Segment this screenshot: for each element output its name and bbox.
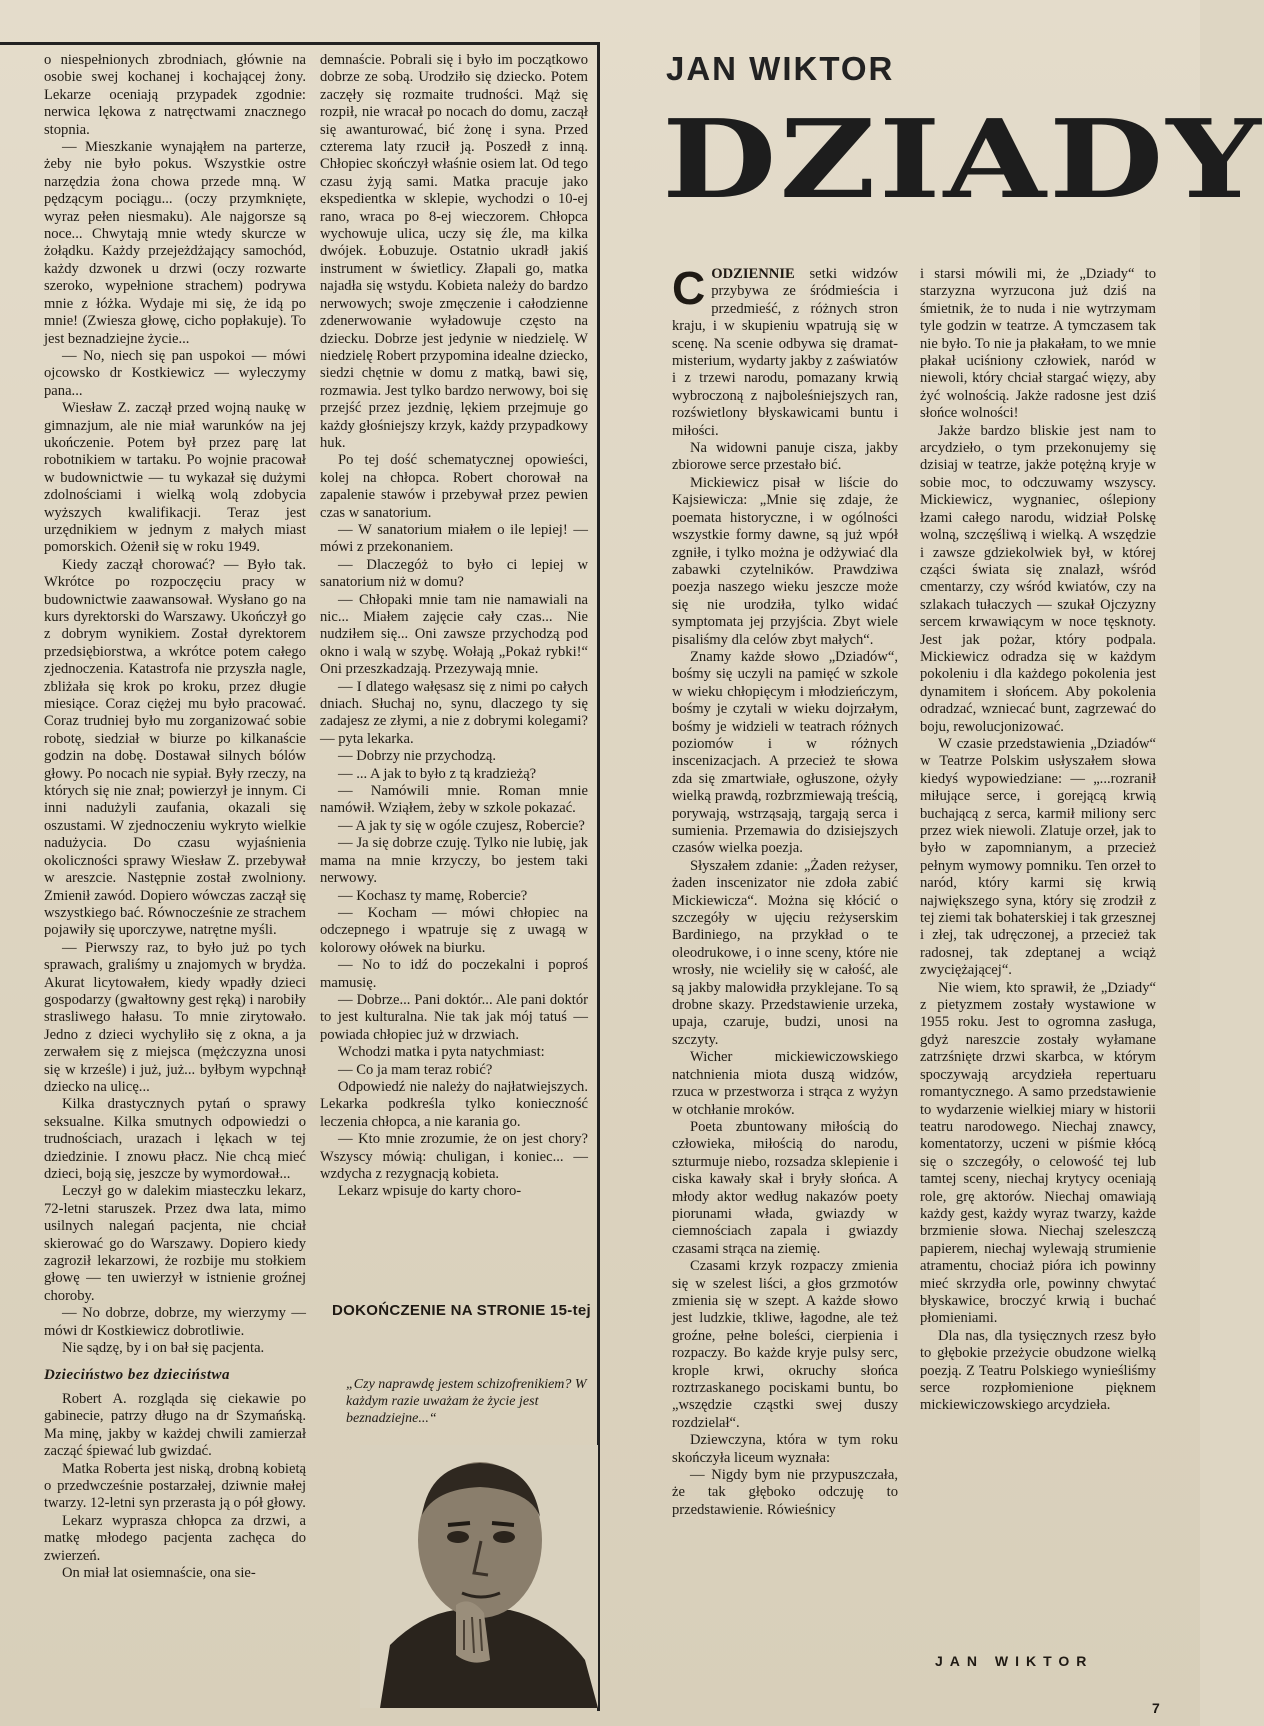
page-number: 7 [1152,1700,1160,1716]
column-2 [320,52,588,1201]
paragraph: — Nigdy bym nie przypuszczała, że tak głęboko odczuję to przedstawienie. Rówieśnicy [672,1467,898,1518]
paragraph: Wiesław Z. zaczął przed wojną naukę w gimnazjum, ale nie miał warunków na jej ukończenie. Potem był przez parę lat robotnikiem w tartaku. Po wojnie pracował w budownictwie — tu wykazał się dużymi zdolnościami i wielką wolą zdobycia wyższych kwalifikacji. Teraz jest urzędnikiem w jednym z małych miast pomorskich. Ożenił się w roku 1949. [44,400,306,556]
paragraph: — Co ja mam teraz robić? [338,1061,493,1078]
paragraph: Wchodzi matka i pyta natychmiast: [338,1044,545,1061]
lead-paragraph [672,262,898,440]
paragraph: — Kocham — mówi chłopiec na odczepnego i wpatruje się z uwagą w kolorowy ołówek na biurku. [320,904,588,956]
continuation-note: DOKOŃCZENIE NA STRONIE 15-tej [332,1302,592,1319]
paragraph: Jakże bardzo bliskie jest nam to arcydzieło, o tym przekonujemy się dzisiaj w teatrze, jakże potężną kryje w sobie moc, to odczuwamy wszyscy. Mickiewicz, wygnaniec, oślepiony łzami całego narodu, widział Polskę wolną, szczęśliwą i wielką. A wszędzie i zawsze gdziekolwiek był, w której cząści świata się znalazł, wśród cmentarzy, czy wśród kwiatów, czy na szlakach tułaczych — szukał Ojczyzny sercem krwawiącym w noce tęsknoty. Jest jak pożar, który podpala. Mickiewicz odradza się w każdym pokoleniu i dla każdego pokolenia jest dynamitem i słońcem. Aby pokolenia odradzać, wzniecać bunt, zagrzewać do boju, rewolucjonizować. [920,422,1156,735]
paragraph: — No to idź do poczekalni i poproś mamusię. [320,957,588,991]
paragraph: Matka Roberta jest niską, drobną kobietą o przedwcześnie postarzałej, dziwnie małej twarzy. 12-letni syn przerasta ją o pół głowy. [44,1460,306,1512]
paragraph: Po tej dość schematycznej opowieści, kolej na chłopca. Robert chorował na zapalenie stawów i przebywał przez pewien czas w sanatorium. [320,452,588,521]
paragraph: Lekarz wyprasza chłopca za drzwi, a matkę młodego pacjenta zachęca do zwierzeń. [44,1512,306,1564]
paragraph: — Dobrzy nie przychodzą. [338,748,497,765]
paragraph: W czasie przedstawienia „Dziadów“ w Teatrze Polskim usłyszałem słowa kiedyś wypowiedziane: — „...rozranił miłujące serce, i gorejącą krwią buchającą z serca, karmił miliony serc przez wiek niewoli. Zlatuje orzeł, jak to było w zapomnianym, a przecież pełnym wymowy pomniku. Ten orzeł to naród, który karmi się krwią największego syna, który się zrodził z tej ziemi tak bohaterskiej i tak grzesznej i złej, tak udręczonej, a przecież tak radosnej, tak zdeptanej a wciąż zwyciężającej“. [920,735,1156,979]
paragraph: i starsi mówili mi, że „Dziady“ to starzyzna wyrzucona już dziś na śmietnik, że to nuda i nie wytrzymam tyle godzin w teatrze. A tymczasem tak nie było. To nie ja płakałam, to we mnie płakał uciśniony człowiek, naród w niewoli, który chciał stargać więzy, aby żyć wolnością. Jakże radosne jest dziś słońce wolności! [920,266,1156,422]
paragraph: — No, niech się pan uspokoi — mówi ojcowsko dr Kostkiewicz — wyleczymy pana... [44,347,306,399]
paragraph: Poeta zbuntowany miłością do człowieka, miłością do narodu, szturmuje niebo, rozsadza sklepienie i ciska kawały skał i bryły słońca. A młody aktor według nakazów poety piorunami włada, gwiazdy w ciemnościach zapala i gwiazdy czasami strąca na ziemię. [672,1118,898,1257]
paragraph: — W sanatorium miałem o ile lepiej! — mówi z przekonaniem. [320,521,588,556]
paragraph: o niespełnionych zbrodniach, głównie na osobie swej kochanej i kochającej żony. Lekarze oceniają przypadek zgodnie: nerwica lękowa z natręctwami znacznego stopnia. [44,52,306,138]
paragraph: Odpowiedź nie należy do najłatwiejszych. Lekarka podkreśla tylko konieczność leczenia chłopca, a nie karania go. [320,1078,588,1130]
column-4 [920,266,1156,1415]
paragraph: Czasami krzyk rozpaczy zmienia się w szelest liści, a głos grzmotów zmienia się w szept. A każde słowo jest ludzkie, tkliwe, łagodne, ale też groźne, pełne boleści, cierpienia i rozpaczy. Bo każde kryje pulsy serc, krople krwi, okruchy słońca roztrzaskanego pociskami buntu, bo „wszędzie cząstki swej duszy rozdzielał“. [672,1258,898,1431]
lead-bold-word: ODZIENNIE [711,266,795,282]
paragraph: — Mieszkanie wynająłem na parterze, żeby nie było pokus. Wszystkie ostre narzędzia żona chowa przede mną. W pędzącym pociągu... (oczy przymknięte, wyraz pełen niesmaku). Ale najgorsze są noce... Chwytają mnie wtedy skurcze w żołądku. Każdy przejeżdżający samochód, każdy dzwonek u drzwi (oczy rozwarte szeroko, wypełnione strachem) podrywa mnie z łóżka. Wydaje mi się, że idą po mnie! (Zwiesza głowę, cicho popłakuje). To jest beznadziejne życie... [44,139,306,347]
column-1 [44,52,306,1582]
author-signature: JAN WIKTOR [935,1653,1094,1669]
paragraph: Lekarz wpisuje do karty choro- [338,1183,522,1200]
paragraph: — No dobrze, dobrze, my wierzymy — mówi dr Kostkiewicz dobrotliwie. [44,1305,306,1339]
paragraph: — Dobrze... Pani doktór... Ale pani doktór to jest kulturalna. Nie tak jak mój tatuś — powiada chłopiec już w drzwiach. [320,991,588,1043]
paragraph: Kiedy zaczął chorować? — Było tak. Wkrótce po rozpoczęciu pracy w budownictwie zaawansował. Wysłano go na kurs dyrektorski do Warszawy. Ukończył go z dobrym wynikiem. Został dyrektorem przedsiębiorstwa, a wkrótce potem całego zjednoczenia. Katastrofa nie przyszła nagle, zbliżała się krok po kroku, przez długie miesiące. Coraz ciężej mu było pracować. Coraz trudniej było mu zorganizować sobie robotę, siedział w biurze po kilkanaście godzin na dobę. Dostawał silnych bólów głowy. Po nocach nie sypiał. Były rzeczy, na których się nie znał; powierzył je innym. Ci inni nadużyli zaufania, okazali się oszustami. W zjednoczeniu wykryto wielkie nadużycia. Do czasu wyjaśnienia okoliczności sprawy Wiesław Z. przebywał w areszcie. Następnie został zwolniony. Zmienił zawód. Dopiero wówczas zaczął się wszystkiego bać. Równocześnie ze strachem pojawiły się uporczywe, natrętne myśli. [44,556,306,939]
paragraph: Mickiewicz pisał w liście do Kajsiewicza: „Mnie się zdaje, że poemata historyczne, i w ogólności wszystkie formy dawne, są już wpół zgniłe, i tylko można je odżywiać dla zabawki czytelników. Prawdziwa poezja naszego wieku jeszcze może się nie urodziła, tylko widać symptomata jej przyjścia. Zbyt wiele pisaliśmy dla celów zbyt małych“. [672,474,898,648]
paragraph: — Chłopaki mnie tam nie namawiali na nic... Miałem zajęcie cały czas... Nie nudziłem się... Oni zawsze przychodzą pod okno i walą w szybę. Wołają „Pokaż rybki!“ Oni przeszkadzają. Przezywają mnie. [320,591,588,678]
author-byline: JAN WIKTOR [666,50,895,87]
article-title: DZIADY [662,96,1264,224]
lead-text: setki widzów przybywa ze śródmieścia i przedmieść, z różnych stron kraju, i w skupieniu wpatrują się w scenę. Na scenie odbywa się dramat-misterium, wydarty jakby z zaświatów i z trzewi narodu, pomazany krwią wybroczoną z najboleśniejszych ran, rozświetlony błyskawicami buntu i miłości. [672,266,898,439]
paragraph: — Kochasz ty mamę, Robercie? [338,887,528,904]
paragraph: Kilka drastycznych pytań o sprawy seksualne. Kilka smutnych odpowiedzi o trudnościach, urazach i lękach w tej dziedzinie. I znowu płacz. Nie chcą mieć dzieci, boją się, jeszcze by wymordował... [44,1096,306,1182]
paragraph: Słyszałem zdanie: „Żaden reżyser, żaden inscenizator nie zdoła zabić Mickiewicza“. Można się kłócić o szczegóły w ujęciu reżyserskim Bardiniego, na przykład o te oleodrukowe, i o inne sceny, które nie wrosły, nie wcieliły się w całość, ale są jakby malowidła przyklejane. To są drobne skazy. Przedstawienie urzeka, upaja, czaruje, budzi, unosi na szczyty. [672,857,898,1048]
portrait-photo [360,1445,598,1708]
paragraph: demnaście. Pobrali się i było im początkowo dobrze ze sobą. Urodziło się dziecko. Potem zaczęły się rozmaite trudności. Mąż się rozpił, nie wracał po nocach do domu, zaczął się awanturować, bić żonę i syna. Przed czterema laty rzucił ją. Poszedł z inną. Chłopiec skończył właśnie osiem lat. Od tego czasu żyją sami. Matka pracuje jako ekspedientka w sklepie, wychodzi o 10-ej rano, wraca po 8-ej wieczorem. Chłopca wychowuje ulica, uczy się źle, ma kilka dwójek. Łobuzuje. Ostatnio ukradł jakiś instrument w świetlicy. Złapali go, matka najadła się wstydu. Kobieta należy do bardzo nerwowych; swoje zmęczenie i całodzienne zdenerwowanie wyładowuje często na dziecku. Dobrze jest jedynie w niedzielę. W niedzielę Robert przypomina idealne dziecko, siedzi chętnie w domu z matką, bawi się, rozmawia. Jest tylko bardzo nerwowy, boi się przejść przez jezdnię, lękiem przejmuje go każdy głośniejszy krzyk, każdy przypadkowy huk. [320,52,588,451]
drop-cap: C [672,262,706,314]
paragraph: — Kto mnie zrozumie, że on jest chory? Wszyscy mówią: chuligan, i koniec... — wzdycha z rezygnacją kobieta. [320,1131,588,1182]
pull-quote: „Czy naprawdę jestem schizofrenikiem? W każdym razie uważam że życie jest beznadziejne...“ [346,1377,587,1426]
paragraph: — Pierwszy raz, to było już po tych sprawach, graliśmy u znajomych w brydża. Akurat licytowałem, kiedy wpadły dzieci gospodarzy (gwałtowny gest ręką) i narobiły strasliwego hałasu. To mnie zirytowało. Jedno z dzieci wychyliło się z okna, a ja zerwałem się z miejsca (mężczyzna unosi się w krześle) i już, już... byłbym wypchnął dziecko na ulicę... [44,939,306,1095]
paragraph: Wicher mickiewiczowskiego natchnienia miota duszą widzów, rzuca w przestworza i strąca z wyżyn w otchłanie mroków. [672,1049,898,1118]
paragraph: — Dlaczegóż to było ci lepiej w sanatorium niż w domu? [320,556,588,591]
paragraph: On miał lat osiemnaście, ona sie- [62,1564,256,1581]
portrait-illustration [360,1445,598,1708]
paragraph: — Ja się dobrze czuję. Tylko nie lubię, jak mama na mnie krzyczy, bo jestem taki nerwowy. [320,835,588,887]
paragraph: Na widowni panuje cisza, jakby zbiorowe serce przestało bić. [672,440,898,474]
paragraph: Znamy każde słowo „Dziadów“, bośmy się uczyli na pamięć w szkole w wieku chłopięcym i młodzieńczym, bośmy je czytali w wieku dojrzałym, bośmy je widzieli w teatrach różnych poziomów i w różnych inscenizacjach. A przecież te słowa zda się zmartwiałe, ogłuszone, ożyły wielką prawdą, rozbrzmiewają treścią, porywają, wstrząsają, targają serca i sumienia. Przemawia do dzisiejszych czasów wielka poezja. [672,648,898,857]
paragraph: Robert A. rozgląda się ciekawie po gabinecie, patrzy długo na dr Szymańską. Ma minę, jakby w każdej chwili zamierzał zacząć śpiewać lub gwizdać. [44,1390,306,1460]
paragraph: Dziewczyna, która w tym roku skończyła liceum wyznała: [672,1432,898,1466]
column-3 [672,262,898,1519]
section-subheading: Dzieciństwo bez dzieciństwa [44,1367,231,1384]
paragraph: Dla nas, dla tysięcznych rzesz było to głębokie przeżycie obudzone wielką poezją. Z Teatru Polskiego wynieśliśmy serce rozpłomienione pięknem mickiewiczowskiego arcydzieła. [920,1327,1156,1414]
paragraph: — ... A jak to było z tą kradzieżą? [338,765,537,782]
paragraph: Nie sądzę, by i on bał się pacjenta. [62,1340,265,1357]
paragraph: — I dlatego wałęsasz się z nimi po całych dniach. Słuchaj no, synu, dlaczego ty się zadajesz ze złymi, a nie z dobrymi kolegami? — pyta lekarka. [320,678,588,747]
paragraph: — Namówili mnie. Roman mnie namówił. Wziąłem, żeby w szkole pokazać. [320,783,588,817]
paragraph: Leczył go w dalekim miasteczku lekarz, 72-letni staruszek. Przez dwa lata, mimo usilnych nalegań pacjenta, nie chciał skierować go do Warszawy. Dopiero kiedy zagroził lekarzowi, że rozbije mu stołkiem głowę — ten uwierzył w istnienie groźnej choroby. [44,1183,306,1304]
paragraph: — A jak ty się w ogóle czujesz, Robercie? [338,817,585,834]
paragraph: Nie wiem, kto sprawił, że „Dziady“ z pietyzmem zostały wystawione w 1955 roku. Jest to ogromna zasługa, gdyż nareszcie zostały wyłamane zatrzśnięte drzwi skarbca, w którym spoczywają arcydzieła repertuaru romantycznego. A samo przedstawienie to wydarzenie wielkiej miary w historii teatru narodowego. Niechaj znawcy, komentatorzy, uczeni w piśmie kłócą się o szczegóły, o celowość tej lub tamtej sceny, niechaj krytycy oceniają role, grę aktorów. Niechaj omawiają każdy gest, każdy wyraz twarzy, każde brzmienie słowa. Niechaj szeleszczą papierem, niechaj wylewają strumienie atramentu, chociaż pióra ich powinny mieć skrzydła orle, powinny chwytać błyskawice, broczyć krwią i buchać płomieniami. [920,979,1156,1327]
